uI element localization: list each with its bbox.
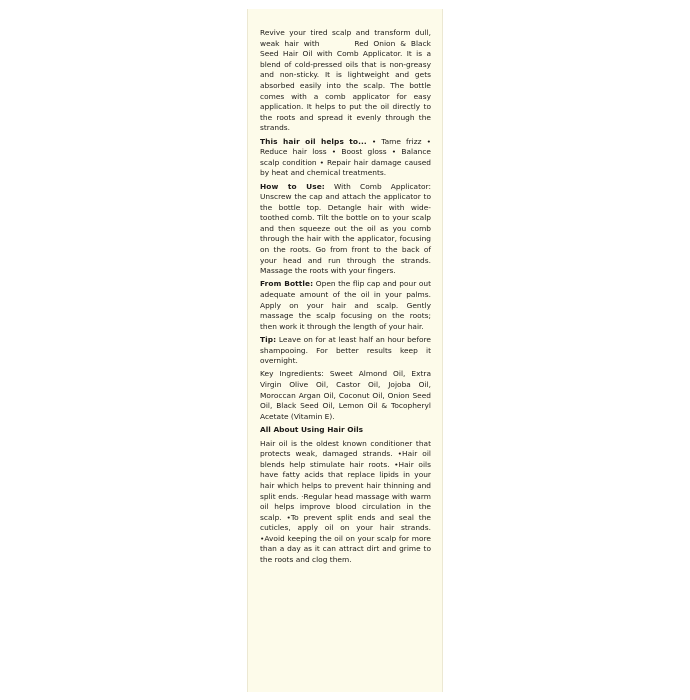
product-name: Red Onion & Black Seed Hair Oil with Comb Applicator. (260, 38, 431, 59)
benefits-paragraph (260, 137, 431, 179)
tip-text: Leave on for at least half an hour before shampooing. For better results keep it overnight. (260, 335, 431, 366)
all-about-heading: All About Using Hair Oils (260, 424, 364, 434)
benefits-text: • Tame frizz • Reduce hair loss • Boost gloss • Balance scalp condition • Repair hair damage caused by heat and chemical treatments. (260, 136, 431, 178)
tip-paragraph (260, 335, 431, 367)
how-to-use-paragraph (260, 182, 431, 277)
intro-paragraph (260, 28, 431, 134)
how-to-use-heading: How to Use: (260, 181, 325, 191)
intro-description: It is a blend of cold-pressed oils that is non-greasy and non-sticky. It is lightweight and gets absorbed easily into the scalp. The bottle comes with a comb applicator for easy application. It helps to put the oil directly to the roots and spread it evenly through the strands. (260, 49, 431, 133)
all-about-paragraph: Hair oil is the oldest known conditioner that protects weak, damaged strands. •Hair oil blends help stimulate hair roots. •Hair oils have fatty acids that replace lipids in your hair which helps to prevent hair thinning and split ends. ·Regular head massage with warm oil helps improve blood circulation in the scalp. •To prevent split ends and seal the cuticles, apply oil on your hair strands. •Avoid keeping the oil on your scalp for more than a day as it can attract dirt and grime to the roots and clog them. (260, 438, 431, 565)
how-to-use-text: With Comb Applicator: Unscrew the cap and attach the applicator to the bottle top. Detangle hair with wide-toothed comb. Tilt the bottle on to your scalp and then squeeze out the oil as you comb through the hair with the applicator, focusing on the roots. Go from front to the back of your head and run through the strands. Massage the roots with your fingers. (260, 181, 431, 276)
key-ingredients-paragraph: Key Ingredients: Sweet Almond Oil, Extra Virgin Olive Oil, Castor Oil, Jojoba Oil, Moroccan Argan Oil, Coconut Oil, Onion Seed Oil, Black Seed Oil, Lemon Oil & Tocopheryl Acetate (Vitamin E). (260, 369, 431, 421)
from-bottle-text: Open the flip cap and pour out adequate amount of the oil in your palms. Apply on your hair and scalp. Gently massage the scalp focusing on the roots; then work it through the length of your hair. (260, 279, 431, 331)
benefits-heading: This hair oil helps to... (260, 136, 367, 146)
intro-text: Revive your tired scalp and transform dull, weak hair with (260, 28, 431, 48)
product-label-panel (247, 9, 443, 692)
tip-heading: Tip: (260, 335, 277, 344)
from-bottle-heading: From Bottle: (260, 279, 314, 289)
from-bottle-paragraph (260, 279, 431, 332)
